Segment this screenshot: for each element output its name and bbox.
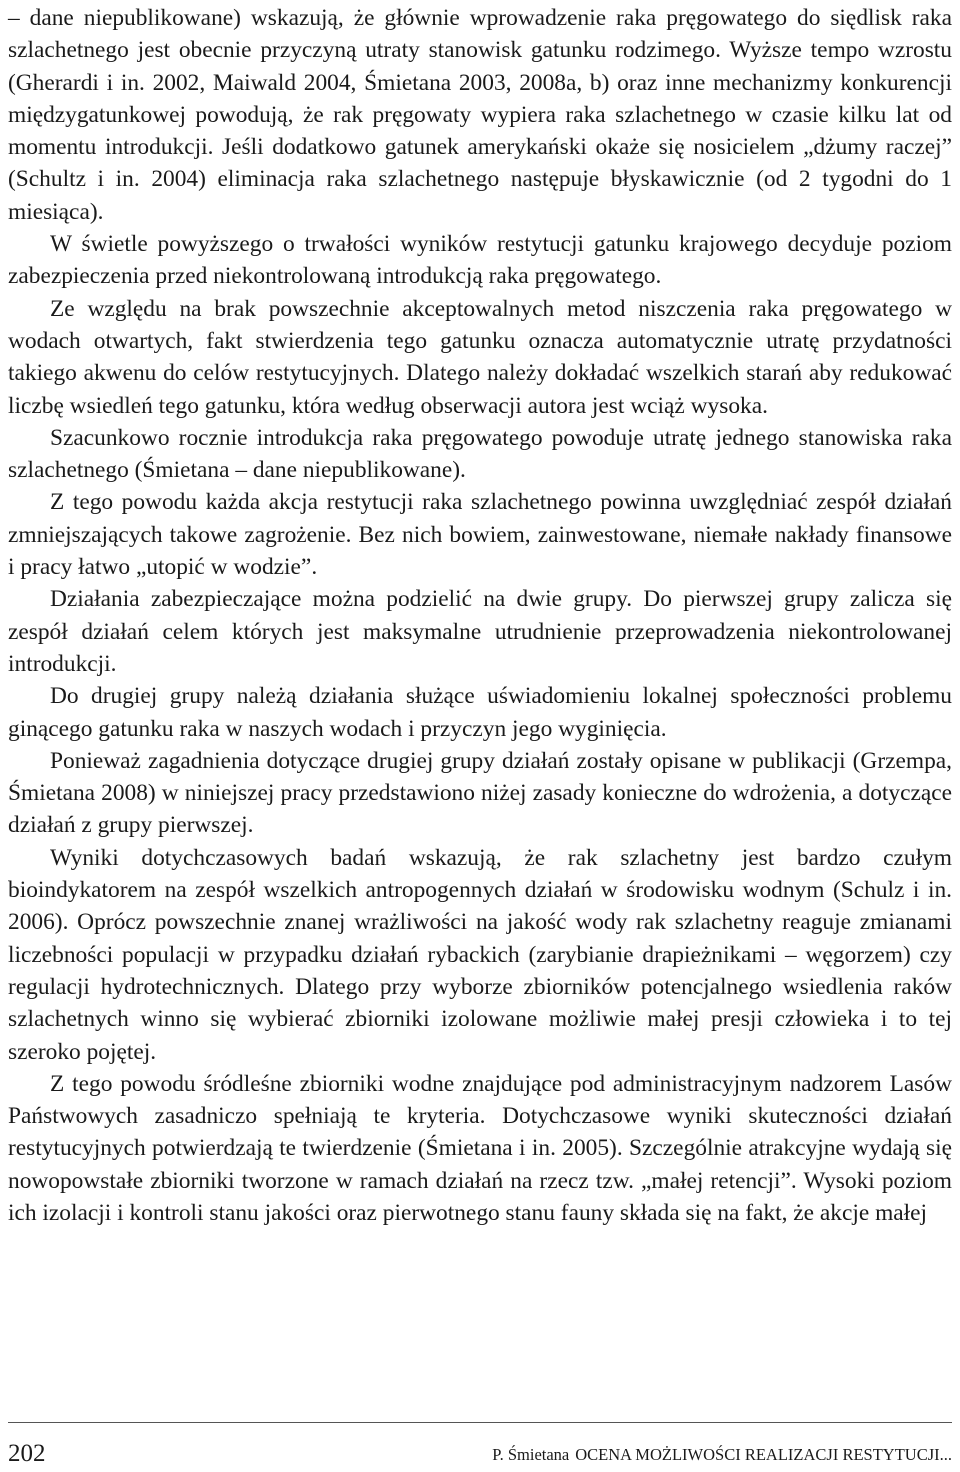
- paragraph: – dane niepublikowane) wskazują, że głównie wprowadzenie raka pręgowatego do siędlisk raka szlachetnego jest obecnie przyczyną utraty stanowisk gatunku rodzimego. Wyższe tempo wzrostu (Gherardi i in. 2002, Maiwald 2004, Śmietana 2003, 2008a, b) oraz inne mechanizmy konkurencji międzygatunkowej powodują, że rak pręgowaty wypiera raka szlachetnego w czasie kilku lat od momentu introdukcji. Jeśli dodatkowo gatunek amerykański okaże się nosicielem „dżumy raczej” (Schultz i in. 2004) eliminacja raka szlachetnego następuje błyskawicznie (od 2 tygodni do 1 miesiąca).: [8, 5, 952, 225]
- paragraph: Z tego powodu śródleśne zbiorniki wodne znajdujące pod administracyjnym nadzorem Lasów Państwowych zasadniczo spełniają te kryteria. Dotychczasowe wyniki skuteczności działań restytucyjnych potwierdzają te twierdzenie (Śmietana i in. 2005). Szczególnie atrakcyjne wydają się nowopowstałe zbiorniki tworzone w ramach działań na rzecz tzw. „małej retencji”. Wysoki poziom ich izolacji i kontroli stanu jakości oraz pierwotnego stanu fauny składa się na fakt, że akcje małej: [8, 1070, 952, 1226]
- running-head-title: OCENA MOŻLIWOŚCI REALIZACJI RESTYTUCJI...: [575, 1445, 952, 1464]
- paragraph: Z tego powodu każda akcja restytucji raka szlachetnego powinna uwzględniać zespół działań zmniejszających takowe zagrożenie. Bez nich bowiem, zainwestowane, niemałe nakłady finansowe i pracy łatwo „utopić w wodzie”.: [8, 489, 952, 581]
- running-head: [492, 1444, 952, 1466]
- paragraph: Ponieważ zagadnienia dotyczące drugiej grupy działań zostały opisane w publikacji (Grzempa, Śmietana 2008) w niniejszej pracy przedstawiono niżej zasady konieczne do wdrożenia, a dotyczące działań z grupy pierwszej.: [8, 747, 952, 839]
- page-footer: [8, 1438, 952, 1472]
- paragraph: Wyniki dotychczasowych badań wskazują, że rak szlachetny jest bardzo czułym bioindykatorem na zespół wszelkich antropogennych działań w środowisku wodnym (Schulz i in. 2006). Oprócz powszechnie znanej wrażliwości na jakość wody rak szlachetny reaguje zmianami liczebności populacji w przypadku działań rybackich (zarybianie drapieżnikami – węgorzem) czy regulacji hydrotechnicznych. Dlatego przy wyborze zbiorników potencjalnego wsiedlenia raków szlachetnych winno się wybierać zbiorniki izolowane możliwie małej presji człowieka i to tej szeroko pojętej.: [8, 844, 952, 1065]
- footer-rule: [8, 1422, 952, 1423]
- body-text: [8, 2, 952, 1229]
- paragraph: W świetle powyższego o trwałości wyników restytucji gatunku krajowego decyduje poziom zabezpieczenia przed niekontrolowaną introdukcją raka pręgowatego.: [8, 231, 952, 290]
- paragraph: Do drugiej grupy należą działania służące uświadomieniu lokalnej społeczności problemu ginącego gatunku raka w naszych wodach i przyczyn jego wyginięcia.: [8, 683, 952, 742]
- paragraph: Ze względu na brak powszechnie akceptowalnych metod niszczenia raka pręgowatego w wodach otwartych, fakt stwierdzenia tego gatunku oznacza automatycznie utratę przydatności takiego akwenu do celów restytucyjnych. Dlatego należy dokładać wszelkich starań aby redukować liczbę wsiedleń tego gatunku, która według obserwacji autora jest wciąż wysoka.: [8, 295, 952, 419]
- running-head-author: P. Śmietana: [492, 1445, 570, 1464]
- page-number: 202: [8, 1440, 46, 1467]
- paragraph: Szacunkowo rocznie introdukcja raka pręgowatego powoduje utratę jednego stanowiska raka szlachetnego (Śmietana – dane niepublikowane).: [8, 424, 952, 484]
- paragraph: Działania zabezpieczające można podzielić na dwie grupy. Do pierwszej grupy zalicza się zespół działań celem których jest maksymalne utrudnienie przeprowadzenia niekontrolowanej introdukcji.: [8, 586, 952, 677]
